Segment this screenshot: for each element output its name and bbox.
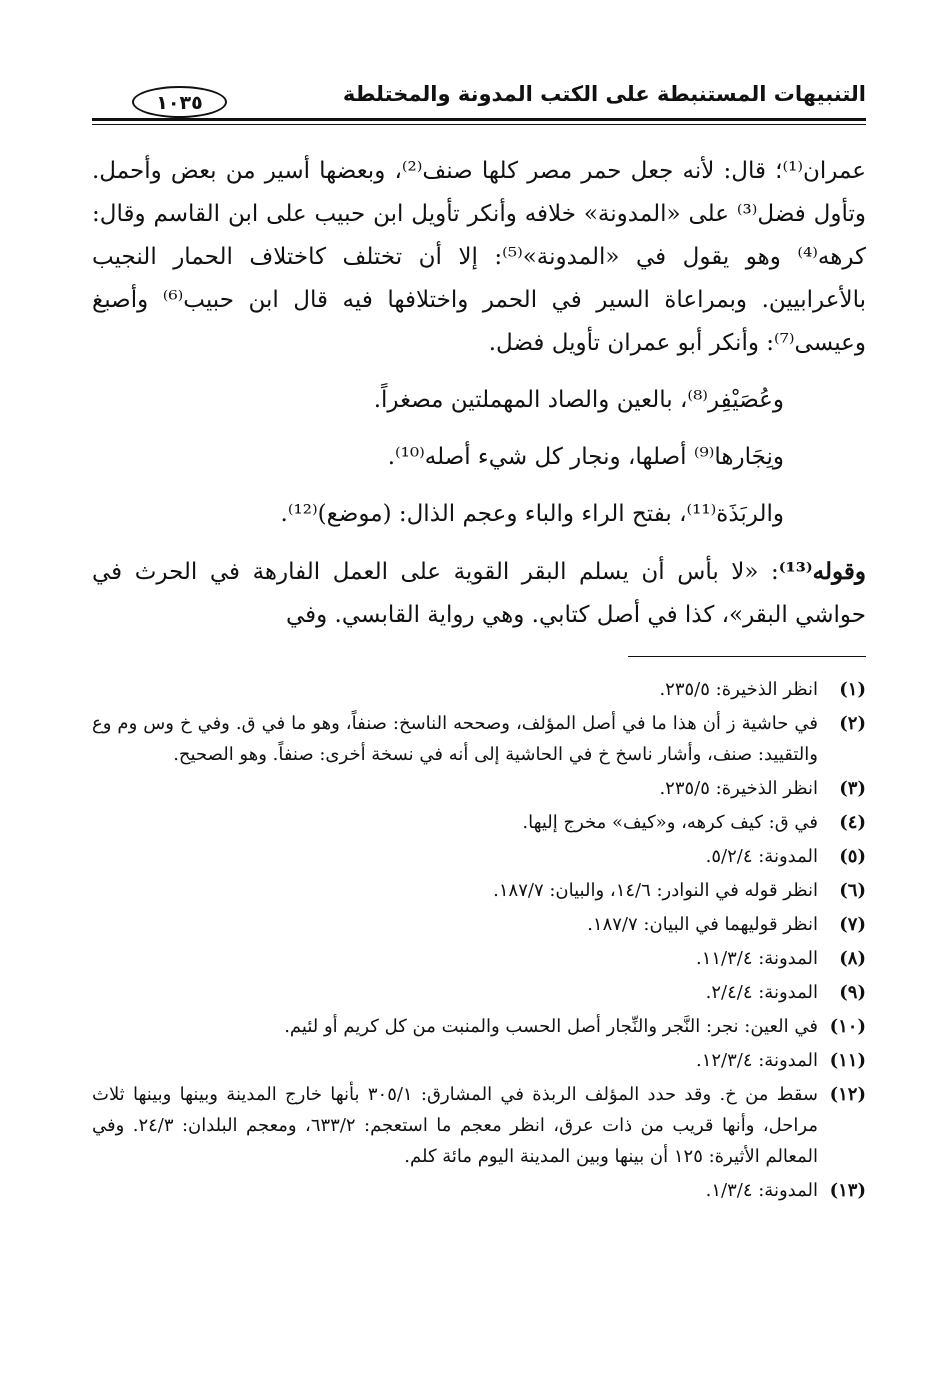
running-title: التنبيهات المستنبطة على الكتب المدونة والمختلطة — [342, 82, 866, 106]
paragraph-3: ونِجَارها⁽⁹⁾ أصلها، ونجار كل شيء أصله⁽¹⁰⁾. — [387, 444, 784, 470]
footnote — [92, 708, 866, 770]
footnote — [92, 674, 866, 705]
footnote — [92, 1175, 866, 1206]
footnote-number: (٧) — [839, 914, 866, 935]
paragraph-2: وعُصَيْفِر⁽⁸⁾، بالعين والصاد المهملتين مصغراً. — [373, 387, 784, 413]
footnote-number: (٢) — [839, 713, 866, 734]
footnote-number: (٩) — [839, 982, 866, 1003]
footnote-number: (١) — [839, 679, 866, 700]
footnote — [92, 909, 866, 940]
footnote — [92, 875, 866, 906]
footnote-number: (٦) — [839, 880, 866, 901]
footnote-text: انظر قوليهما في البيان: ١٨٧/٧. — [587, 914, 818, 935]
footnote — [92, 807, 866, 838]
footnote-text: المدونة: ٥/٢/٤. — [705, 846, 818, 867]
footnote-text: انظر قوله في النوادر: ١٤/٦، والبيان: ١٨٧/٧. — [493, 880, 818, 901]
footnote — [92, 1011, 866, 1042]
running-header — [92, 80, 866, 130]
footnote-number: (٣) — [839, 778, 866, 799]
footnote-separator — [628, 656, 866, 657]
paragraph-4: والربَذَة⁽¹¹⁾، بفتح الراء والباء وعجم الذال: (موضع)⁽¹²⁾. — [280, 501, 784, 527]
header-rule-top — [92, 118, 866, 121]
paragraph-5 — [92, 550, 866, 637]
keyword-qawluhu: وقوله⁽¹³⁾ — [778, 558, 866, 585]
main-text — [92, 150, 866, 637]
footnote-text: في العين: نجر: النَّجر والنِّجار أصل الحسب والمنبت من كل كريم أو لئيم. — [284, 1016, 818, 1037]
footnote — [92, 773, 866, 804]
footnote — [92, 1045, 866, 1076]
header-rule-bottom — [92, 124, 866, 125]
footnote-text: انظر الذخيرة: ٢٣٥/٥. — [659, 679, 818, 700]
paragraph-1: عمران⁽¹⁾؛ قال: لأنه جعل حمر مصر كلها صنف⁽²⁾، وبعضها أسير من بعض وأحمل. وتأول فضل⁽³⁾ على «المدونة» خلافه وأنكر تأويل ابن حبيب على ابن القاسم وقال: كرهه⁽⁴⁾ وهو يقول في «المدونة»⁽⁵⁾: إلا أن تختلف كاختلاف الحمار النجيب بالأعرابيين. وبمراعاة السير في الحمر واختلافها فيه قال ابن حبيب⁽⁶⁾ وأصبغ وعيسى⁽⁷⁾: وأنكر أبو عمران تأويل فضل. — [92, 158, 867, 356]
footnotes — [92, 674, 866, 1209]
footnote-number: (١١) — [829, 1050, 866, 1071]
footnote-number: (٨) — [839, 948, 866, 969]
footnote-text: في ق: كيف كرهه، و«كيف» مخرج إليها. — [522, 812, 818, 833]
footnote-text: سقط من خ. وقد حدد المؤلف الربذة في المشارق: ٣٠٥/١ بأنها خارج المدينة وبينها وبينها ثلاث مراحل، وأنها قريب من ذات عرق، انظر معجم ما استعجم: ٦٣٣/٢، ومعجم البلدان: ٢٤/٣. وفي المعالم الأثيرة: ١٢٥ أن بينها وبين المدينة اليوم مائة كلم. — [92, 1084, 819, 1167]
footnote — [92, 943, 866, 974]
footnote-text: المدونة: ١١/٣/٤. — [695, 948, 818, 969]
footnote-number: (١٢) — [829, 1084, 866, 1105]
footnote-number: (٥) — [839, 846, 866, 867]
footnote — [92, 977, 866, 1008]
footnote — [92, 841, 866, 872]
footnote-text: انظر الذخيرة: ٢٣٥/٥. — [659, 778, 818, 799]
footnote-text: المدونة: ١٢/٣/٤. — [695, 1050, 818, 1071]
footnote-text: المدونة: ٢/٤/٤. — [705, 982, 818, 1003]
footnote-number: (١٣) — [829, 1180, 866, 1201]
page-number: ١٠٣٥ — [132, 86, 227, 118]
footnote-number: (١٠) — [829, 1016, 866, 1037]
footnote-number: (٤) — [839, 812, 866, 833]
footnote-text: المدونة: ١/٣/٤. — [705, 1180, 818, 1201]
paragraph-5-text: : «لا بأس أن يسلم البقر القوية على العمل الفارهة في الحرث في حواشي البقر»، كذا في أصل كتابي. وهي رواية القابسي. وفي — [92, 559, 866, 628]
footnote-text: في حاشية ز أن هذا ما في أصل المؤلف، وصححه الناسخ: صنفاً، وهو ما في ق. وفي خ وس وم وع والتقييد: صنف، وأشار ناسخ خ في الحاشية إلى أنه في نسخة أخرى: صنفاً. وهو الصحيح. — [92, 713, 818, 765]
footnote — [92, 1079, 866, 1172]
